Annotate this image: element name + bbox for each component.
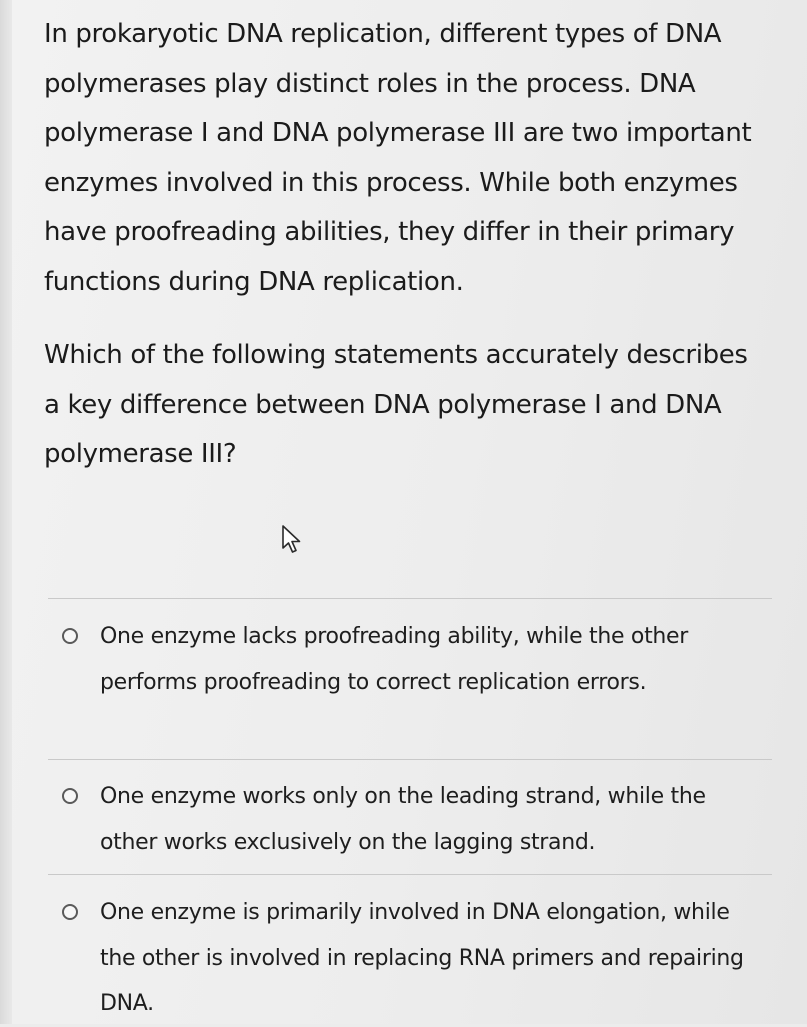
answer-option-2-label[interactable]: One enzyme works only on the leading strand, while the other works exclusively on the lagging strand.	[100, 784, 706, 855]
radio-button-icon[interactable]	[62, 904, 78, 920]
options-divider-top	[48, 598, 772, 599]
answer-option-3-label[interactable]: One enzyme is primarily involved in DNA elongation, while the other is involved in replacing RNA primers and repairing DNA.	[100, 900, 744, 1016]
mouse-pointer-icon	[280, 524, 306, 554]
answer-option-1-label[interactable]: One enzyme lacks proofreading ability, while the other performs proofreading to correct replication errors.	[100, 624, 689, 695]
page-edge-shadow	[0, 0, 12, 1024]
question-intro: In prokaryotic DNA replication, different types of DNA polymerases play distinct roles in the process. DNA polymerase I and DNA polymerase III are two important enzymes involved in this process. While both enzymes have proofreading abilities, they differ in their primary functions during DNA replication.	[44, 19, 752, 297]
options-divider	[48, 874, 772, 875]
question-prompt: Which of the following statements accurately describes a key difference between DNA polymerase I and DNA polymerase III?	[44, 340, 748, 469]
options-divider	[48, 759, 772, 760]
radio-button-icon[interactable]	[62, 628, 78, 644]
radio-button-icon[interactable]	[62, 788, 78, 804]
question-block	[44, 10, 764, 480]
